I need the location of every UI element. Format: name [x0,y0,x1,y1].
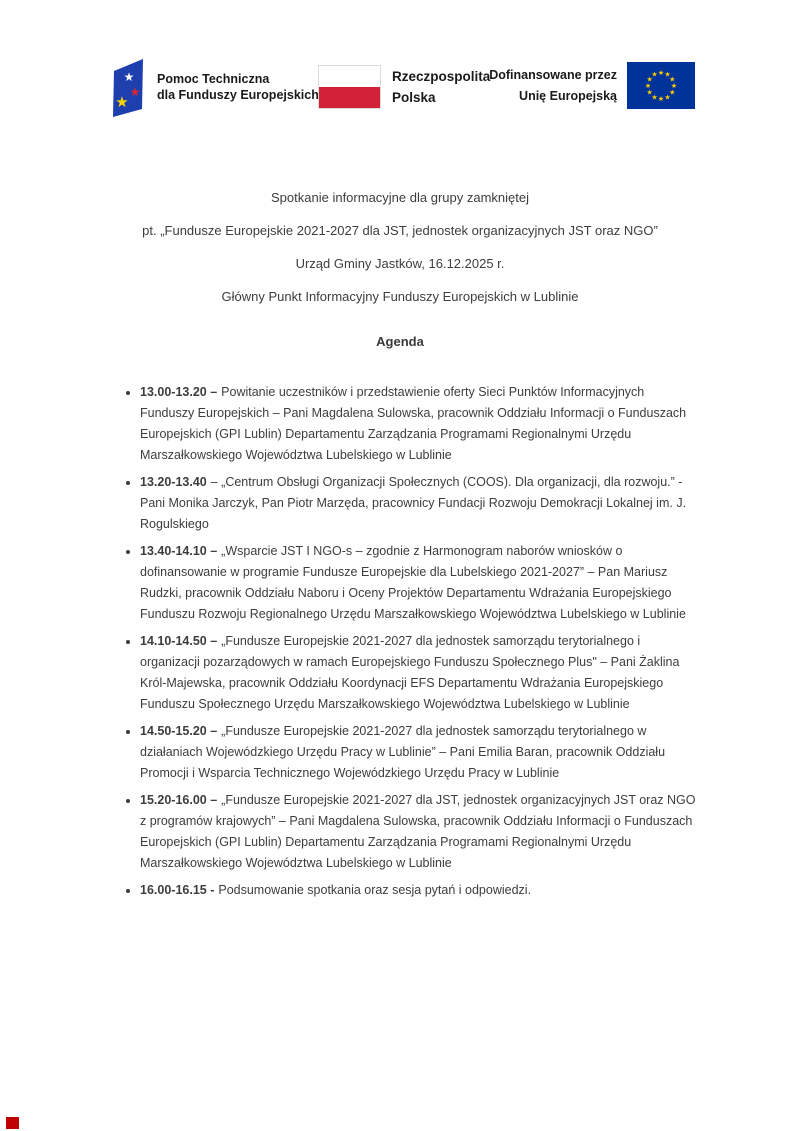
document-header [0,56,800,120]
eu-star-icon: ★ [670,82,678,90]
fe-white-star-icon: ★ [123,70,135,84]
pomoc-techniczna-line2: dla Funduszy Europejskich [157,88,319,102]
agenda-item-5 [140,721,700,784]
fe-red-star-icon: ★ [129,85,141,99]
pomoc-techniczna-logo-group [106,56,319,118]
eu-star-icon: ★ [657,95,665,103]
eu-star-icon: ★ [669,88,676,97]
meeting-title-line1: Spotkanie informacyjne dla grupy zamkniętej [271,190,529,205]
poland-flag-white-stripe [319,66,380,87]
eu-flag-icon [627,62,695,109]
agenda-item-7 [140,880,700,901]
agenda-item-5-time: 14.50-15.20 – [140,724,218,738]
red-corner-mark [6,1117,19,1129]
meeting-organizer: Główny Punkt Informacyjny Funduszy Europejskich w Lublinie [221,289,579,304]
eu-star-icon: ★ [646,88,653,97]
agenda-heading: Agenda [376,334,424,349]
agenda-item-4-time: 14.10-14.50 – [140,634,218,648]
eu-funding-line1: Dofinansowane przez [489,67,617,82]
pomoc-techniczna-line1: Pomoc Techniczna [157,72,270,86]
eu-logo-group [489,62,695,109]
agenda-list [122,382,700,907]
poland-line2: Polska [392,90,436,105]
fe-flag-icon [106,56,148,118]
poland-flag-icon [318,65,381,109]
meeting-title-line2: pt. „Fundusze Europejskie 2021-2027 dla JST, jednostek organizacyjnych JST oraz NGO” [142,223,658,238]
eu-star-icon: ★ [651,93,658,102]
title-block [100,190,700,367]
agenda-item-3-time: 13.40-14.10 – [140,544,218,558]
eu-funding-line2: Unię Europejską [519,88,617,103]
agenda-item-2-time: 13.20-13.40 [140,475,207,489]
eu-star-icon: ★ [669,75,676,84]
eu-star-icon: ★ [646,75,653,84]
agenda-item-5-text: „Fundusze Europejskie 2021-2027 dla jednostek samorządu terytorialnego w działaniach Wojewódzkiego Urzędu Pracy w Lublinie” – Pani Emilia Baran, pracownik Oddziału Promocji i Wsparcia Technicznego Wojewódzkiego Urzędu Pracy w Lublinie [140,724,666,780]
agenda-item-1-time: 13.00-13.20 – [140,385,218,399]
eu-star-icon: ★ [657,69,665,77]
poland-line1: Rzeczpospolita [392,69,491,84]
agenda-item-4 [140,631,700,715]
eu-star-icon: ★ [644,82,652,90]
poland-label [392,66,490,108]
eu-star-icon: ★ [664,93,671,102]
fe-yellow-star-icon: ★ [115,93,129,111]
agenda-item-3-text: „Wsparcie JST I NGO-s – zgodnie z Harmonogram naborów wniosków o dofinansowanie w programie Fundusze Europejskie dla Lubelskiego 2021-2027” – Pan Mariusz Rudzki, pracownik Oddziału Naboru i Oceny Projektów Departamentu Wdrażania Europejskiego Funduszu Rozwoju Regionalnego Urzędu Marszałkowskiego Województwa Lubelskiego w Lublinie [140,544,686,621]
poland-logo-group [318,65,490,109]
agenda-item-1-text: Powitanie uczestników i przedstawienie oferty Sieci Punktów Informacyjnych Funduszy Europejskich – Pani Magdalena Sulowska, pracownik Oddziału Informacji o Funduszach Europejskich (GPI Lublin) Departamentu Zarządzania Programami Regionalnymi Urzędu Marszałkowskiego Województwa Lubelskiego w Lublinie [140,385,687,462]
agenda-item-6-text: „Fundusze Europejskie 2021-2027 dla JST, jednostek organizacyjnych JST oraz NGO z programów krajowych” – Pani Magdalena Sulowska, pracownik Oddziału Informacji o Funduszach Europejskich (GPI Lublin) Departamentu Zarządzania Programami Regionalnymi Urzędu Marszałkowskiego Województwa Lubelskiego w Lublinie [140,793,696,870]
pomoc-techniczna-label [157,71,319,103]
agenda-item-4-text: „Fundusze Europejskie 2021-2027 dla jednostek samorządu terytorialnego i organizacji pozarządowych w ramach Europejskiego Funduszu Społecznego Plus" – Pani Żaklina Król-Majewska, pracownik Oddziału Koordynacji EFS Departamentu Wdrażania Europejskiego Funduszu Społecznego Urzędu Marszałkowskiego Województwa Lubelskiego w Lublinie [140,634,680,711]
agenda-item-6-time: 15.20-16.00 – [140,793,218,807]
agenda-item-7-text: Podsumowanie spotkania oraz sesja pytań i odpowiedzi. [218,883,532,897]
meeting-location-date: Urząd Gminy Jastków, 16.12.2025 r. [295,256,505,271]
agenda-item-2-text: – „Centrum Obsługi Organizacji Społecznych (COOS). Dla organizacji, dla rozwoju.” - Pani Monika Jarczyk, Pan Piotr Marzęda, pracownicy Fundacji Rozwoju Demokracji Lokalnej im. J. Rogulskiego [140,475,687,531]
eu-funding-label [489,65,617,107]
agenda-item-1 [140,382,700,466]
poland-flag-red-stripe [319,87,380,108]
eu-star-icon: ★ [664,70,671,79]
agenda-item-7-time: 16.00-16.15 - [140,883,215,897]
agenda-item-6 [140,790,700,874]
agenda-item-2 [140,472,700,535]
agenda-item-3 [140,541,700,625]
eu-star-icon: ★ [651,70,658,79]
